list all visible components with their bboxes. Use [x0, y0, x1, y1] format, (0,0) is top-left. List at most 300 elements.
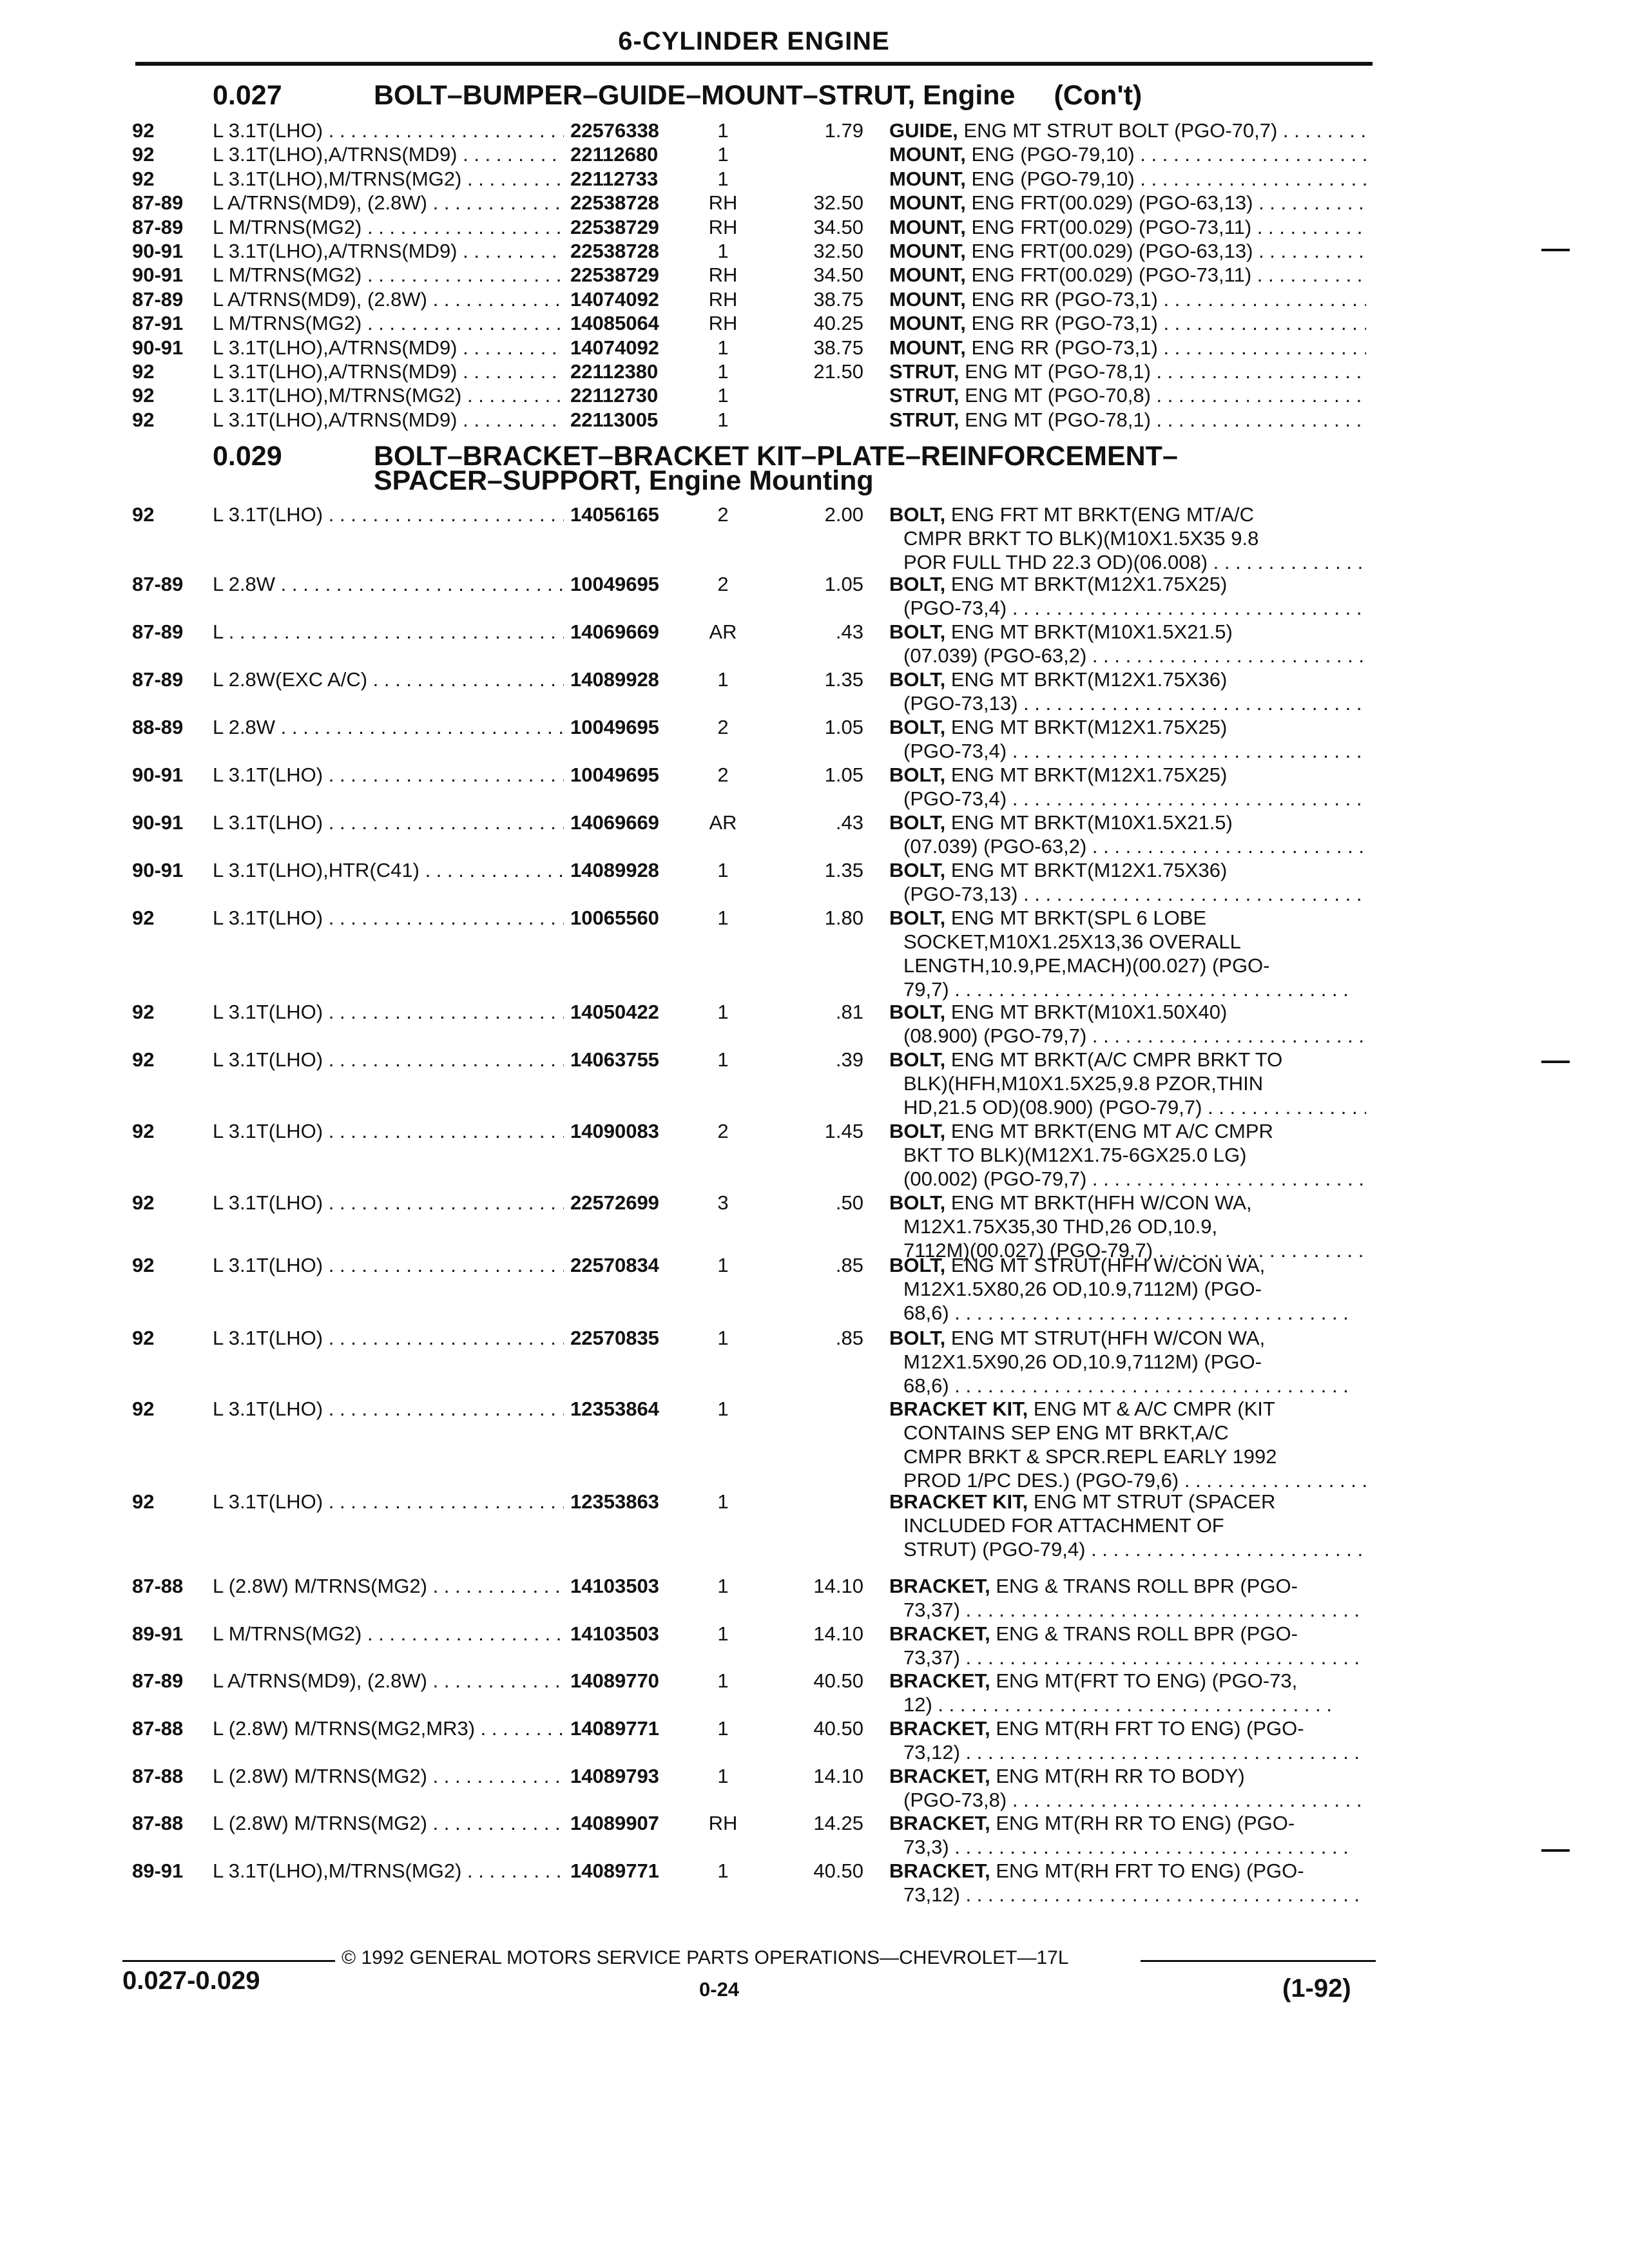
quantity: RH	[708, 1812, 738, 1834]
model-application: L (2.8W) M/TRNS(MG2) . . .	[213, 1764, 564, 1788]
part-description	[889, 1000, 1366, 1048]
description-text: ENG MT BRKT(ENG MT A/C CMPR	[945, 1120, 1273, 1142]
part-number: 12353863	[570, 1490, 659, 1513]
part-name: BOLT,	[889, 1001, 946, 1023]
description-text: ENG MT BRKT(M12X1.75X25)	[945, 764, 1228, 786]
part-number: 14074092	[570, 287, 659, 311]
part-name: STRUT,	[889, 408, 959, 431]
description-text: ENG FRT(00.029) (PGO-63,13)	[965, 191, 1253, 215]
list-price: 1.79	[824, 119, 863, 142]
list-price: 1.05	[824, 573, 863, 595]
model-year: 92	[132, 1120, 155, 1142]
description-text: ENG MT BRKT(M12X1.75X36)	[945, 859, 1228, 881]
description-text: ENG FRT(00.029) (PGO-73,11)	[965, 215, 1252, 238]
model-year: 92	[132, 1048, 155, 1071]
list-price: 1.05	[824, 764, 863, 786]
part-name: MOUNT,	[889, 287, 966, 311]
model-application: L M/TRNS(MG2) . . .	[213, 215, 564, 239]
description-continuation: 73,3) . . .	[889, 1835, 1366, 1859]
quantity: 1	[717, 668, 729, 691]
footer-rule-left	[122, 1960, 335, 1962]
part-description	[889, 1859, 1366, 1907]
model-year: 87-89	[132, 620, 184, 643]
list-price: 1.80	[824, 907, 863, 929]
list-price: 32.50	[813, 191, 863, 215]
part-name: BOLT,	[889, 668, 946, 691]
part-number: 22572699	[570, 1191, 659, 1214]
description-continuation: (PGO-73,4) . . .	[889, 739, 1366, 763]
model-year: 87-88	[132, 1765, 184, 1787]
description-text: ENG MT BRKT(M12X1.75X25)	[945, 573, 1228, 595]
quantity: 3	[717, 1191, 729, 1214]
description-continuation: CONTAINS SEP ENG MT BRKT,A/C	[903, 1421, 1229, 1444]
model-application: L 3.1T(LHO) . . .	[213, 119, 564, 142]
description-continuation: (00.002) (PGO-79,7) . . .	[889, 1167, 1366, 1191]
part-description	[889, 715, 1366, 763]
description-text: ENG RR (PGO-73,1)	[965, 336, 1158, 359]
model-application: L 3.1T(LHO),A/TRNS(MD9) . . .	[213, 336, 564, 360]
quantity: RH	[708, 287, 738, 311]
part-number: 14089793	[570, 1765, 659, 1787]
part-number: 14089928	[570, 668, 659, 691]
description-continuation: INCLUDED FOR ATTACHMENT OF	[903, 1514, 1224, 1537]
part-description	[889, 1764, 1366, 1812]
description-continuation: M12X1.5X90,26 OD,10.9,7112M) (PGO-	[903, 1350, 1262, 1373]
part-number: 22112730	[570, 384, 659, 407]
model-application: L A/TRNS(MD9), (2.8W) . . .	[213, 287, 564, 311]
model-year: 92	[132, 384, 155, 407]
part-description	[889, 620, 1366, 668]
part-description	[889, 142, 1366, 166]
model-application: L 3.1T(LHO) . . .	[213, 1000, 564, 1024]
quantity: 1	[717, 119, 729, 142]
part-number: 14063755	[570, 1048, 659, 1071]
list-price: 40.50	[813, 1669, 863, 1692]
description-text: ENG MT BRKT(M12X1.75X36)	[945, 668, 1228, 691]
part-description	[889, 215, 1366, 239]
model-application: L M/TRNS(MG2) . . .	[213, 1622, 564, 1646]
description-continuation: POR FULL THD 22.3 OD)(06.008) . . .	[889, 550, 1366, 574]
model-year: 92	[132, 119, 155, 142]
model-year: 87-89	[132, 668, 184, 691]
list-price: 40.25	[813, 312, 863, 335]
model-year: 90-91	[132, 764, 184, 786]
model-application: L A/TRNS(MD9), (2.8W) . . .	[213, 191, 564, 215]
model-application: L 3.1T(LHO),M/TRNS(MG2) . . .	[213, 167, 564, 191]
part-name: BOLT,	[889, 859, 946, 881]
quantity: 1	[717, 143, 729, 166]
model-year: 92	[132, 1191, 155, 1214]
part-name: BRACKET,	[889, 1812, 990, 1834]
part-name: BRACKET,	[889, 1669, 990, 1692]
model-year: 92	[132, 408, 155, 431]
part-description	[889, 503, 1366, 574]
model-application: L 3.1T(LHO),A/TRNS(MD9) . . .	[213, 360, 564, 383]
quantity: RH	[708, 191, 738, 215]
model-application: L (2.8W) M/TRNS(MG2) . . .	[213, 1574, 564, 1598]
description-text: ENG MT BRKT(SPL 6 LOBE	[945, 907, 1207, 929]
description-text: ENG MT(RH RR TO ENG) (PGO-	[990, 1812, 1295, 1834]
margin-mark	[1541, 1061, 1570, 1063]
description-continuation: M12X1.75X35,30 THD,26 OD,10.9,	[903, 1215, 1218, 1238]
quantity: 2	[717, 573, 729, 595]
part-number: 22112733	[570, 167, 659, 190]
part-description	[889, 360, 1366, 383]
part-description	[889, 1622, 1366, 1669]
model-year: 92	[132, 360, 155, 383]
list-price: 38.75	[813, 287, 863, 311]
part-number: 14085064	[570, 312, 659, 335]
description-text: ENG & TRANS ROLL BPR (PGO-	[990, 1622, 1298, 1645]
part-description	[889, 336, 1366, 360]
description-continuation: M12X1.5X80,26 OD,10.9,7112M) (PGO-	[903, 1278, 1262, 1300]
description-text: ENG MT STRUT (SPACER	[1028, 1490, 1276, 1513]
model-year: 90-91	[132, 240, 184, 262]
quantity: 1	[717, 1327, 729, 1349]
footer-date: (1-92)	[1282, 1974, 1351, 2003]
quantity: 2	[717, 503, 729, 526]
model-application: L 3.1T(LHO),A/TRNS(MD9) . . .	[213, 408, 564, 432]
part-description	[889, 906, 1366, 1001]
model-application: L 3.1T(LHO),A/TRNS(MD9) . . .	[213, 142, 564, 166]
quantity: 1	[717, 1860, 729, 1882]
part-description	[889, 1119, 1366, 1191]
model-year: 87-89	[132, 287, 184, 311]
description-continuation: (PGO-73,4) . . .	[889, 787, 1366, 811]
part-description	[889, 811, 1366, 858]
list-price: 14.25	[813, 1812, 863, 1834]
part-name: STRUT,	[889, 384, 959, 407]
quantity: 2	[717, 764, 729, 786]
model-year: 92	[132, 1254, 155, 1276]
list-price: 40.50	[813, 1717, 863, 1740]
model-year: 89-91	[132, 1622, 184, 1645]
list-price: .43	[835, 620, 863, 643]
part-number: 14103503	[570, 1575, 659, 1597]
model-year: 87-91	[132, 312, 184, 335]
quantity: 1	[717, 1717, 729, 1740]
model-year: 92	[132, 503, 155, 526]
part-name: MOUNT,	[889, 336, 966, 359]
part-number: 14069669	[570, 811, 659, 834]
part-name: BOLT,	[889, 811, 946, 834]
model-year: 92	[132, 907, 155, 929]
description-continuation: (PGO-73,13) . . .	[889, 691, 1366, 715]
description-continuation: 68,6) . . .	[889, 1374, 1366, 1398]
part-name: BOLT,	[889, 716, 946, 738]
margin-mark	[1541, 249, 1570, 251]
quantity: 1	[717, 408, 729, 431]
description-text: ENG MT BRKT(M10X1.5X21.5)	[945, 811, 1233, 834]
description-continuation: HD,21.5 OD)(08.900) (PGO-79,7) . . .	[889, 1095, 1366, 1119]
quantity: 1	[717, 384, 729, 407]
list-price: 2.00	[824, 503, 863, 526]
model-application: L A/TRNS(MD9), (2.8W) . . .	[213, 1669, 564, 1693]
part-number: 10049695	[570, 573, 659, 595]
part-number: 10065560	[570, 907, 659, 929]
part-description	[889, 858, 1366, 906]
list-price: .43	[835, 811, 863, 834]
list-price: 34.50	[813, 264, 863, 287]
description-continuation: STRUT) (PGO-79,4) . . .	[889, 1537, 1366, 1561]
description-text: ENG MT (PGO-78,1)	[959, 408, 1151, 431]
model-year: 92	[132, 1327, 155, 1349]
list-price: .85	[835, 1327, 863, 1349]
part-number: 14090083	[570, 1120, 659, 1142]
description-continuation: SOCKET,M10X1.25X13,36 OVERALL	[903, 930, 1241, 953]
model-year: 92	[132, 1398, 155, 1420]
description-continuation: BKT TO BLK)(M12X1.75-6GX25.0 LG)	[903, 1144, 1247, 1166]
part-name: BOLT,	[889, 503, 946, 526]
model-year: 87-88	[132, 1717, 184, 1740]
list-price: .81	[835, 1001, 863, 1023]
header-rule	[135, 62, 1373, 66]
part-number: 14089907	[570, 1812, 659, 1834]
part-number: 22538728	[570, 191, 659, 215]
part-name: BOLT,	[889, 1048, 946, 1071]
model-year: 87-88	[132, 1575, 184, 1597]
part-number: 12353864	[570, 1398, 659, 1420]
footer-group-range: 0.027-0.029	[122, 1966, 260, 1995]
part-description	[889, 1397, 1366, 1492]
part-description	[889, 408, 1366, 432]
quantity: 1	[717, 1622, 729, 1645]
description-text: ENG FRT(00.029) (PGO-73,11)	[965, 264, 1252, 287]
description-text: ENG & TRANS ROLL BPR (PGO-	[990, 1575, 1298, 1597]
description-continuation: (PGO-73,13) . . .	[889, 882, 1366, 906]
list-price: 14.10	[813, 1575, 863, 1597]
model-year: 90-91	[132, 336, 184, 359]
quantity: 1	[717, 859, 729, 881]
part-number: 14103503	[570, 1622, 659, 1645]
part-name: MOUNT,	[889, 240, 966, 262]
description-continuation: PROD 1/PC DES.) (PGO-79,6) . . .	[889, 1468, 1366, 1492]
quantity: 1	[717, 167, 729, 190]
list-price: 1.45	[824, 1120, 863, 1142]
model-year: 90-91	[132, 264, 184, 287]
part-number: 14050422	[570, 1001, 659, 1023]
part-name: BOLT,	[889, 1191, 946, 1214]
list-price: 38.75	[813, 336, 863, 359]
part-name: BRACKET KIT,	[889, 1398, 1028, 1420]
part-description	[889, 1716, 1366, 1764]
model-application: L 3.1T(LHO) . . .	[213, 763, 564, 787]
description-text: ENG MT(RH FRT TO ENG) (PGO-	[990, 1717, 1304, 1740]
part-name: GUIDE,	[889, 119, 958, 142]
description-text: ENG RR (PGO-73,1)	[965, 312, 1158, 335]
part-name: BRACKET,	[889, 1717, 990, 1740]
description-text: ENG MT BRKT(HFH W/CON WA,	[945, 1191, 1252, 1214]
description-continuation: CMPR BRKT & SPCR.REPL EARLY 1992	[903, 1445, 1277, 1468]
description-text: ENG MT & A/C CMPR (KIT	[1028, 1398, 1275, 1420]
quantity: 1	[717, 1765, 729, 1787]
part-name: BOLT,	[889, 620, 946, 643]
part-number: 22576338	[570, 119, 659, 142]
description-continuation: 68,6) . . .	[889, 1301, 1366, 1325]
description-text: ENG MT STRUT BOLT (PGO-70,7)	[958, 119, 1278, 142]
quantity: 2	[717, 1120, 729, 1142]
quantity: 1	[717, 1048, 729, 1071]
description-text: ENG FRT MT BRKT(ENG MT/A/C	[945, 503, 1255, 526]
model-application: L 3.1T(LHO) . . .	[213, 1191, 564, 1215]
description-text: ENG FRT(00.029) (PGO-63,13)	[965, 240, 1253, 262]
model-application: L 3.1T(LHO) . . .	[213, 1253, 564, 1277]
quantity: 1	[717, 336, 729, 359]
part-description	[889, 287, 1366, 311]
quantity: RH	[708, 215, 738, 238]
model-application: L 3.1T(LHO) . . .	[213, 906, 564, 930]
part-number: 22112680	[570, 143, 659, 166]
model-year: 92	[132, 143, 155, 166]
description-text: ENG MT BRKT(M10X1.5X21.5)	[945, 620, 1233, 643]
model-application: L 3.1T(LHO) . . .	[213, 811, 564, 834]
model-application: L 2.8W . . .	[213, 572, 564, 596]
part-name: MOUNT,	[889, 264, 966, 287]
part-number: 14074092	[570, 336, 659, 359]
part-name: BOLT,	[889, 1120, 946, 1142]
description-text: ENG MT STRUT(HFH W/CON WA,	[945, 1327, 1266, 1349]
part-name: BOLT,	[889, 1327, 946, 1349]
quantity: AR	[709, 620, 737, 643]
part-name: BRACKET,	[889, 1575, 990, 1597]
quantity: 2	[717, 716, 729, 738]
part-name: BOLT,	[889, 907, 946, 929]
part-name: MOUNT,	[889, 143, 966, 166]
model-year: 89-91	[132, 1860, 184, 1882]
description-continuation: 73,37) . . .	[889, 1646, 1366, 1669]
model-application: L 3.1T(LHO),A/TRNS(MD9) . . .	[213, 239, 564, 263]
part-name: MOUNT,	[889, 167, 966, 190]
list-price: 1.05	[824, 716, 863, 738]
part-description	[889, 1574, 1366, 1622]
section-name: BOLT–BUMPER–GUIDE–MOUNT–STRUT, Engine (Con't)	[374, 80, 1142, 111]
model-application: L 3.1T(LHO) . . .	[213, 1048, 564, 1072]
model-application: L 3.1T(LHO),M/TRNS(MG2) . . .	[213, 383, 564, 407]
part-description	[889, 763, 1366, 811]
model-year: 87-89	[132, 573, 184, 595]
model-application: L 3.1T(LHO) . . .	[213, 503, 564, 526]
part-name: BOLT,	[889, 1254, 946, 1276]
description-continuation: (07.039) (PGO-63,2) . . .	[889, 834, 1366, 858]
quantity: RH	[708, 264, 738, 287]
description-continuation: 7112M)(00.027) (PGO-79,7) . . .	[889, 1238, 1366, 1262]
list-price: .85	[835, 1254, 863, 1276]
part-description	[889, 1048, 1366, 1119]
description-continuation: (PGO-73,8) . . .	[889, 1788, 1366, 1812]
description-text: ENG MT(RH RR TO BODY)	[990, 1765, 1245, 1787]
quantity: 1	[717, 360, 729, 383]
description-text: ENG MT BRKT(M12X1.75X25)	[945, 716, 1228, 738]
part-description	[889, 239, 1366, 263]
quantity: 1	[717, 1398, 729, 1420]
part-name: BOLT,	[889, 573, 946, 595]
part-number: 22113005	[570, 408, 659, 431]
list-price: 34.50	[813, 215, 863, 238]
description-continuation: 79,7) . . .	[889, 977, 1366, 1001]
section-number: 0.029	[213, 441, 282, 472]
margin-mark	[1541, 1849, 1570, 1852]
description-continuation: LENGTH,10.9,PE,MACH)(00.027) (PGO-	[903, 954, 1270, 977]
part-number: 22538729	[570, 215, 659, 238]
model-year: 87-89	[132, 215, 184, 238]
part-description	[889, 191, 1366, 215]
description-text: ENG MT (PGO-78,1)	[959, 360, 1151, 383]
part-name: MOUNT,	[889, 191, 966, 215]
model-year: 92	[132, 1490, 155, 1513]
part-description	[889, 668, 1366, 715]
part-number: 14069669	[570, 620, 659, 643]
model-year: 88-89	[132, 716, 184, 738]
part-name: BRACKET,	[889, 1860, 990, 1882]
model-year: 90-91	[132, 859, 184, 881]
part-number: 14089771	[570, 1860, 659, 1882]
model-application: L 3.1T(LHO) . . .	[213, 1326, 564, 1350]
part-description	[889, 263, 1366, 287]
part-description	[889, 167, 1366, 191]
model-year: 92	[132, 1001, 155, 1023]
part-number: 14089770	[570, 1669, 659, 1692]
part-description	[889, 1253, 1366, 1325]
description-continuation: CMPR BRKT TO BLK)(M10X1.5X35 9.8	[903, 527, 1259, 550]
list-price: 40.50	[813, 1860, 863, 1882]
description-text: ENG (PGO-79,10)	[965, 143, 1135, 166]
model-year: 87-89	[132, 191, 184, 215]
quantity: 1	[717, 240, 729, 262]
part-description	[889, 311, 1366, 335]
description-continuation: (PGO-73,4) . . .	[889, 596, 1366, 620]
list-price: 1.35	[824, 668, 863, 691]
page-title: 6-CYLINDER ENGINE	[618, 27, 890, 55]
model-application: L 3.1T(LHO),M/TRNS(MG2) . . .	[213, 1859, 564, 1883]
model-year: 87-89	[132, 1669, 184, 1692]
part-number: 22570835	[570, 1327, 659, 1349]
description-text: ENG MT STRUT(HFH W/CON WA,	[945, 1254, 1266, 1276]
model-application: L M/TRNS(MG2) . . .	[213, 263, 564, 287]
part-name: BRACKET,	[889, 1622, 990, 1645]
description-continuation: (08.900) (PGO-79,7) . . .	[889, 1024, 1366, 1048]
footer-copyright: © 1992 GENERAL MOTORS SERVICE PARTS OPERATIONS—CHEVROLET—17L	[342, 1947, 1069, 1968]
part-number: 10049695	[570, 764, 659, 786]
model-application: L 3.1T(LHO) . . .	[213, 1119, 564, 1143]
model-application: L 3.1T(LHO) . . .	[213, 1397, 564, 1421]
part-description	[889, 1326, 1366, 1398]
part-description	[889, 383, 1366, 407]
part-number: 14089928	[570, 859, 659, 881]
part-description	[889, 119, 1366, 142]
part-description	[889, 1811, 1366, 1859]
description-text: ENG MT BRKT(M10X1.50X40)	[945, 1001, 1228, 1023]
part-number: 14089771	[570, 1717, 659, 1740]
description-continuation: 73,37) . . .	[889, 1598, 1366, 1622]
list-price: 14.10	[813, 1765, 863, 1787]
section-name-line-2: SPACER–SUPPORT, Engine Mounting	[374, 465, 874, 496]
part-name: BOLT,	[889, 764, 946, 786]
part-number: 10049695	[570, 716, 659, 738]
quantity: 1	[717, 1490, 729, 1513]
footer-page-number: 0-24	[699, 1978, 740, 2001]
description-text: ENG MT BRKT(A/C CMPR BRKT TO	[945, 1048, 1283, 1071]
part-number: 22570834	[570, 1254, 659, 1276]
part-number: 14056165	[570, 503, 659, 526]
description-text: ENG MT (PGO-70,8)	[959, 384, 1151, 407]
model-application: L 2.8W(EXC A/C) . . .	[213, 668, 564, 691]
list-price: 1.35	[824, 859, 863, 881]
part-description	[889, 1191, 1366, 1262]
part-description	[889, 1490, 1366, 1561]
part-description	[889, 1669, 1366, 1716]
quantity: RH	[708, 312, 738, 335]
description-text: ENG RR (PGO-73,1)	[965, 287, 1158, 311]
